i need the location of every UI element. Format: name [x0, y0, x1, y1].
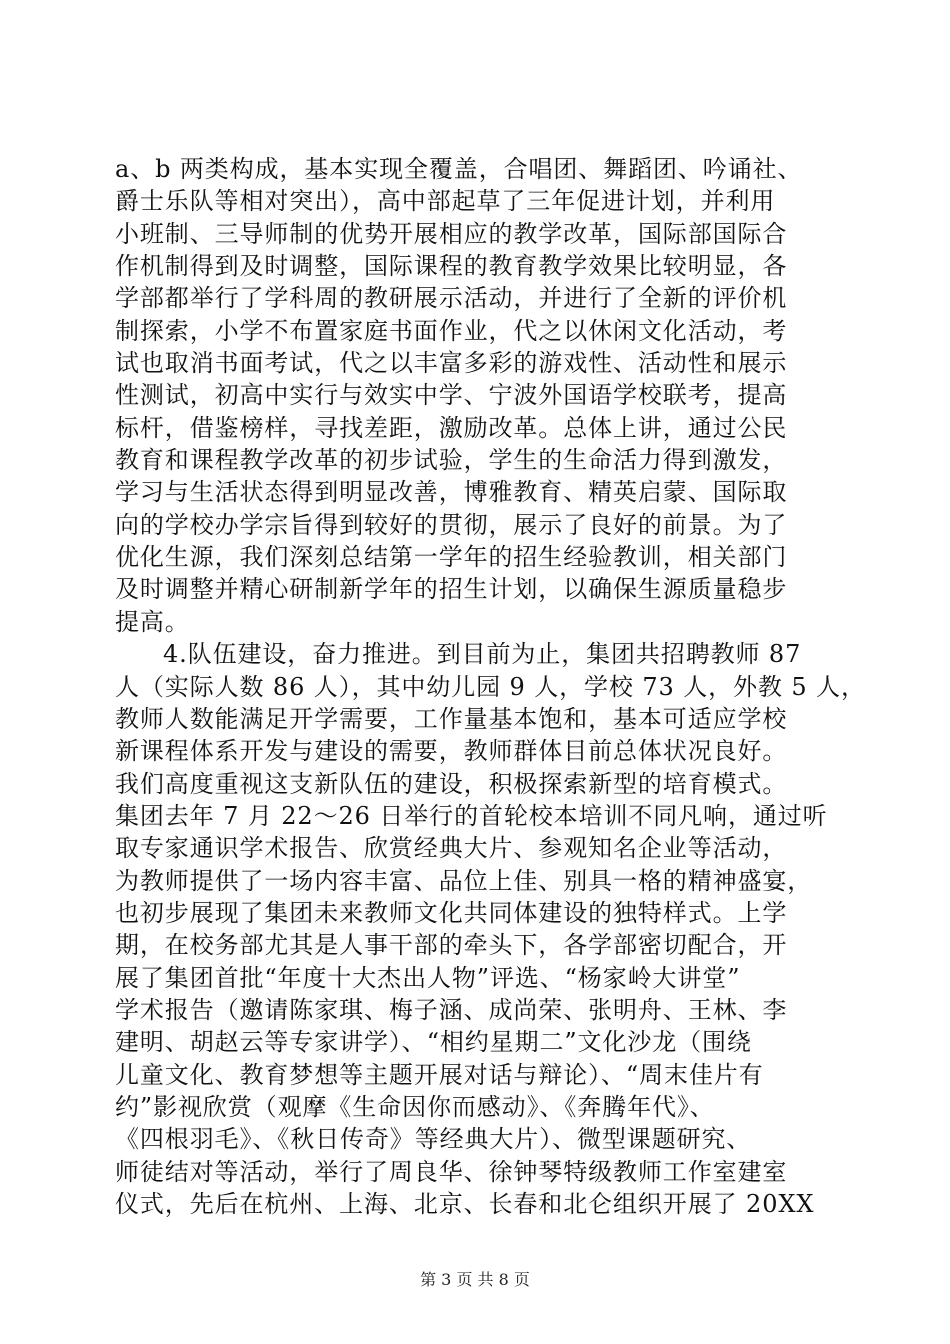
text-line: 《四根羽毛》、《秋日传奇》等经典大片）、微型课题研究、 — [115, 1125, 752, 1154]
text-line: 小班制、三导师制的优势开展相应的教学改革，国际部国际合 — [115, 219, 788, 248]
text-line: 作机制得到及时调整，国际课程的教育教学效果比较明显，各 — [115, 252, 788, 281]
text-line: 建明、胡赵云等专家讲学）、“相约星期二”文化沙龙（围绕 — [115, 1028, 752, 1057]
text-line: 制探索，小学不布置家庭书面作业，代之以休闲文化活动，考 — [115, 316, 788, 345]
text-line: 爵士乐队等相对突出），高中部起草了三年促进计划，并利用 — [115, 187, 776, 216]
text-line: a、b 两类构成，基本实现全覆盖，合唱团、舞蹈团、吟诵社、 — [115, 155, 803, 183]
text-line: 期，在校务部尤其是人事干部的牵头下，各学部密切配合，开 — [115, 931, 788, 960]
text-line: 为教师提供了一场内容丰富、品位上佳、别具一格的精神盛宴， — [115, 866, 813, 895]
text-line: 儿童文化、教育梦想等主题开展对话与辩论）、“周末佳片有 — [115, 1060, 764, 1089]
text-line: 性测试，初高中实行与效实中学、宁波外国语学校联考，提高 — [115, 381, 788, 410]
text-line: 优化生源，我们深刻总结第一学年的招生经验教训，相关部门 — [115, 543, 788, 572]
text-line: 试也取消书面考试，代之以丰富多彩的游戏性、活动性和展示 — [115, 349, 788, 378]
text-line: 及时调整并精心研制新学年的招生计划，以确保生源质量稳步 — [115, 575, 788, 604]
text-line: 也初步展现了集团未来教师文化共同体建设的独特样式。上学 — [115, 898, 788, 927]
text-line: 学术报告（邀请陈家琪、梅子涵、成尚荣、张明舟、王林、李 — [115, 995, 788, 1024]
text-line: 标杆，借鉴榜样，寻找差距，激励改革。总体上讲，通过公民 — [115, 413, 788, 442]
text-line: 人（实际人数 86 人），其中幼儿园 9 人，学校 73 人，外教 5 人， — [115, 672, 866, 701]
text-line: 师徒结对等活动，举行了周良华、徐钟琴特级教师工作室建室 — [115, 1157, 788, 1186]
text-line: 4.队伍建设，奋力推进。到目前为止，集团共招聘教师 87 — [163, 640, 802, 669]
text-line: 取专家通识学术报告、欣赏经典大片、参观知名企业等活动， — [115, 834, 788, 863]
text-line: 向的学校办学宗旨得到较好的贯彻，展示了良好的前景。为了 — [115, 510, 788, 539]
page-footer: 第 3 页 共 8 页 — [420, 1270, 530, 1289]
text-line: 新课程体系开发与建设的需要，教师群体目前总体状况良好。 — [115, 737, 788, 766]
text-line: 教师人数能满足开学需要，工作量基本饱和，基本可适应学校 — [115, 704, 788, 733]
text-line: 教育和课程教学改革的初步试验，学生的生命活力得到激发， — [115, 446, 788, 475]
text-line: 展了集团首批“年度十大杰出人物”评选、“杨家岭大讲堂” — [115, 963, 741, 992]
text-line: 约”影视欣赏（观摩《生命因你而感动》、《奔腾年代》、 — [115, 1092, 715, 1121]
body-text — [115, 153, 866, 1220]
text-line: 集团去年 7 月 22～26 日举行的首轮校本培训不同凡响，通过听 — [115, 801, 828, 830]
text-line: 学习与生活状态得到明显改善，博雅教育、精英启蒙、国际取 — [115, 478, 788, 507]
text-line: 提高。 — [115, 607, 190, 636]
text-line: 仪式，先后在杭州、上海、北京、长春和北仑组织开展了 20XX — [115, 1190, 815, 1218]
text-line: 我们高度重视这支新队伍的建设，积极探索新型的培育模式。 — [115, 769, 788, 798]
text-line: 学部都举行了学科周的教研展示活动，并进行了全新的评价机 — [115, 284, 788, 313]
